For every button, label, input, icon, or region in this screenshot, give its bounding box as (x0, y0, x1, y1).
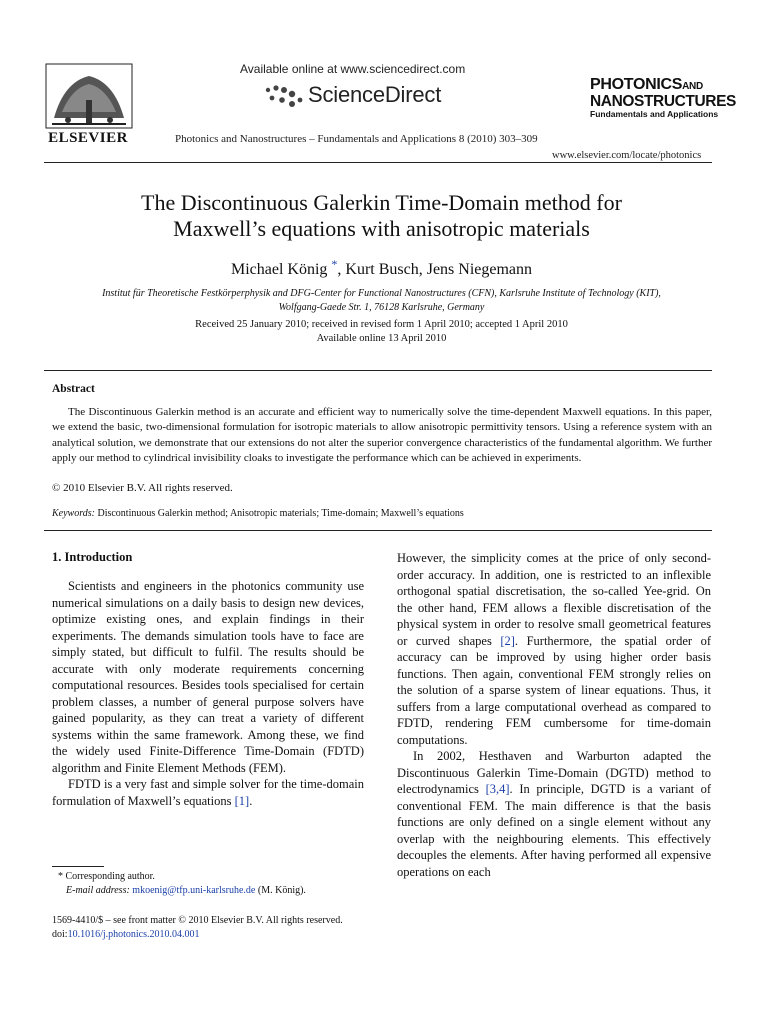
publisher-name: ELSEVIER (48, 130, 128, 146)
author-1: Michael König (230, 261, 332, 278)
abstract-copyright: © 2010 Elsevier B.V. All rights reserved. (52, 482, 233, 494)
right-column (397, 550, 711, 880)
email-note (66, 885, 306, 896)
affiliation (44, 287, 719, 315)
citation-link-2[interactable]: [2] (500, 633, 515, 648)
article-title (44, 190, 719, 242)
journal-citation: Photonics and Nanostructures – Fundamentals and Applications 8 (2010) 303–309 (175, 133, 538, 145)
email-link[interactable]: mkoenig@tfp.uni-karlsruhe.de (129, 885, 256, 896)
title-line1: The Discontinuous Galerkin Time-Domain method for (141, 190, 622, 215)
corresponding-author-note: * Corresponding author. (58, 871, 155, 882)
journal-brand-and: AND (682, 81, 703, 92)
abstract-text: The Discontinuous Galerkin method is an accurate and efficient way to numerically solve the time-dependent Maxwell equations. In this paper, we extend the basic, two-dimensional formulation for isotropic materials to allow anisotropic permittivity tensors. Using a reference system with an analytical solution, we demonstrate that our extensions do not alter the superior convergence characteristics of the fundamental algorithm. We further apply our method to cylindrical invisibility cloaks to investigate the performance which can be achieved in experiments. (52, 406, 712, 465)
article-dates (44, 318, 719, 346)
intro-paragraph-4a: In 2002, Hesthaven and Warburton adapted the Discontinuous Galerkin Time-Domain (DGTD) method to electrodynamics (397, 749, 711, 796)
doi-link[interactable]: 10.1016/j.photonics.2010.04.001 (67, 929, 200, 940)
sciencedirect-logo: ScienceDirect (308, 82, 442, 107)
journal-brand-line2: NANOSTRUCTURES (590, 93, 736, 110)
abstract-heading: Abstract (52, 383, 95, 395)
journal-brand-line3: Fundamentals and Applications (590, 109, 719, 119)
intro-paragraph-3a: However, the simplicity comes at the price of only second-order accuracy. In addition, one is restricted to an inflexible orthogonal spatial discretisation, the so-called Yee-grid. On the other hand, FEM allows a flexible discretisation of the physical system in order to resolve small geometrical features or curved shapes (397, 551, 711, 648)
intro-paragraph-2-end: . (249, 793, 253, 808)
intro-paragraph-3 (397, 550, 711, 748)
intro-paragraph-2 (52, 776, 364, 809)
received-dates: Received 25 January 2010; received in revised form 1 April 2010; accepted 1 April 2010 (195, 319, 568, 330)
header-divider (44, 162, 712, 163)
journal-url[interactable]: www.elsevier.com/locate/photonics (552, 150, 702, 161)
email-owner: (M. König). (255, 885, 306, 896)
intro-paragraph-3b: . Furthermore, the spatial order of accuracy can be improved by using higher order basis functions. Then again, conventional FEM strongly relies on the solution of a sparse system of linear equations. Thus, it suffers from a large computational overhead as compared to FDTD, rendering FEM cumbersome for time-domain computations. (397, 633, 711, 747)
abstract-divider (44, 530, 712, 531)
title-divider (44, 370, 712, 371)
sciencedirect-dots-icon (262, 84, 306, 110)
keywords (52, 508, 464, 519)
affiliation-line1: Institut für Theoretische Festkörperphysik and DFG-Center for Functional Nanostructures (CFN), Karlsruhe Institute of Technology (KIT), (102, 288, 661, 299)
footnote-divider (52, 866, 104, 867)
issn-line: 1569-4410/$ – see front matter © 2010 Elsevier B.V. All rights reserved. (52, 915, 343, 926)
intro-paragraph-2-text: FDTD is a very fast and simple solver for the time-domain formulation of Maxwell’s equations (52, 777, 364, 808)
journal-brand-line1: PHOTONICS (590, 76, 683, 93)
intro-paragraph-1: Scientists and engineers in the photonics community use numerical simulations on a daily basis to design new devices, optimize existing ones, and explain findings in their experiments. The demands simulation tools have to face are simply stated, but difficult to fulfil. The results should be accurate with only moderate requirements concerning computational resources. Besides tools specialised for certain problem classes, a number of general purpose solvers have gained popularity, as they can treat a variety of different systems within the same framework. Among these, we find the widely used Finite-Difference Time-Domain (FDTD) algorithm and Finite Element Methods (FEM). (52, 579, 364, 775)
email-label: E-mail address: (66, 885, 130, 896)
citation-link-3-4[interactable]: [3,4] (485, 782, 510, 796)
available-online-text: Available online at www.sciencedirect.com (240, 62, 466, 76)
corresponding-author-mark[interactable]: * (331, 257, 338, 271)
left-column (52, 550, 364, 809)
affiliation-line2: Wolfgang-Gaede Str. 1, 76128 Karlsruhe, Germany (278, 302, 485, 313)
available-date: Available online 13 April 2010 (316, 333, 447, 344)
author-list (44, 257, 719, 279)
keywords-list: Discontinuous Galerkin method; Anisotropic materials; Time-domain; Maxwell’s equations (94, 508, 464, 519)
citation-link-1[interactable]: [1] (234, 793, 250, 808)
keywords-label: Keywords: (52, 508, 95, 519)
doi-line (52, 929, 200, 940)
other-authors: , Kurt Busch, Jens Niegemann (337, 261, 533, 278)
doi-prefix: doi: (52, 929, 68, 940)
journal-brand (590, 77, 736, 119)
title-line2: Maxwell’s equations with anisotropic materials (173, 216, 590, 241)
intro-paragraph-4 (397, 748, 711, 880)
section-heading: 1. Introduction (52, 550, 133, 564)
intro-paragraph-4b: . In principle, DGTD is a variant of conventional FEM. The main difference is that the basis functions are only defined on a single element without any overlap with the neighbouring elements. This effectively decouples the elements. After having performed all expensive operations on each (397, 782, 711, 879)
